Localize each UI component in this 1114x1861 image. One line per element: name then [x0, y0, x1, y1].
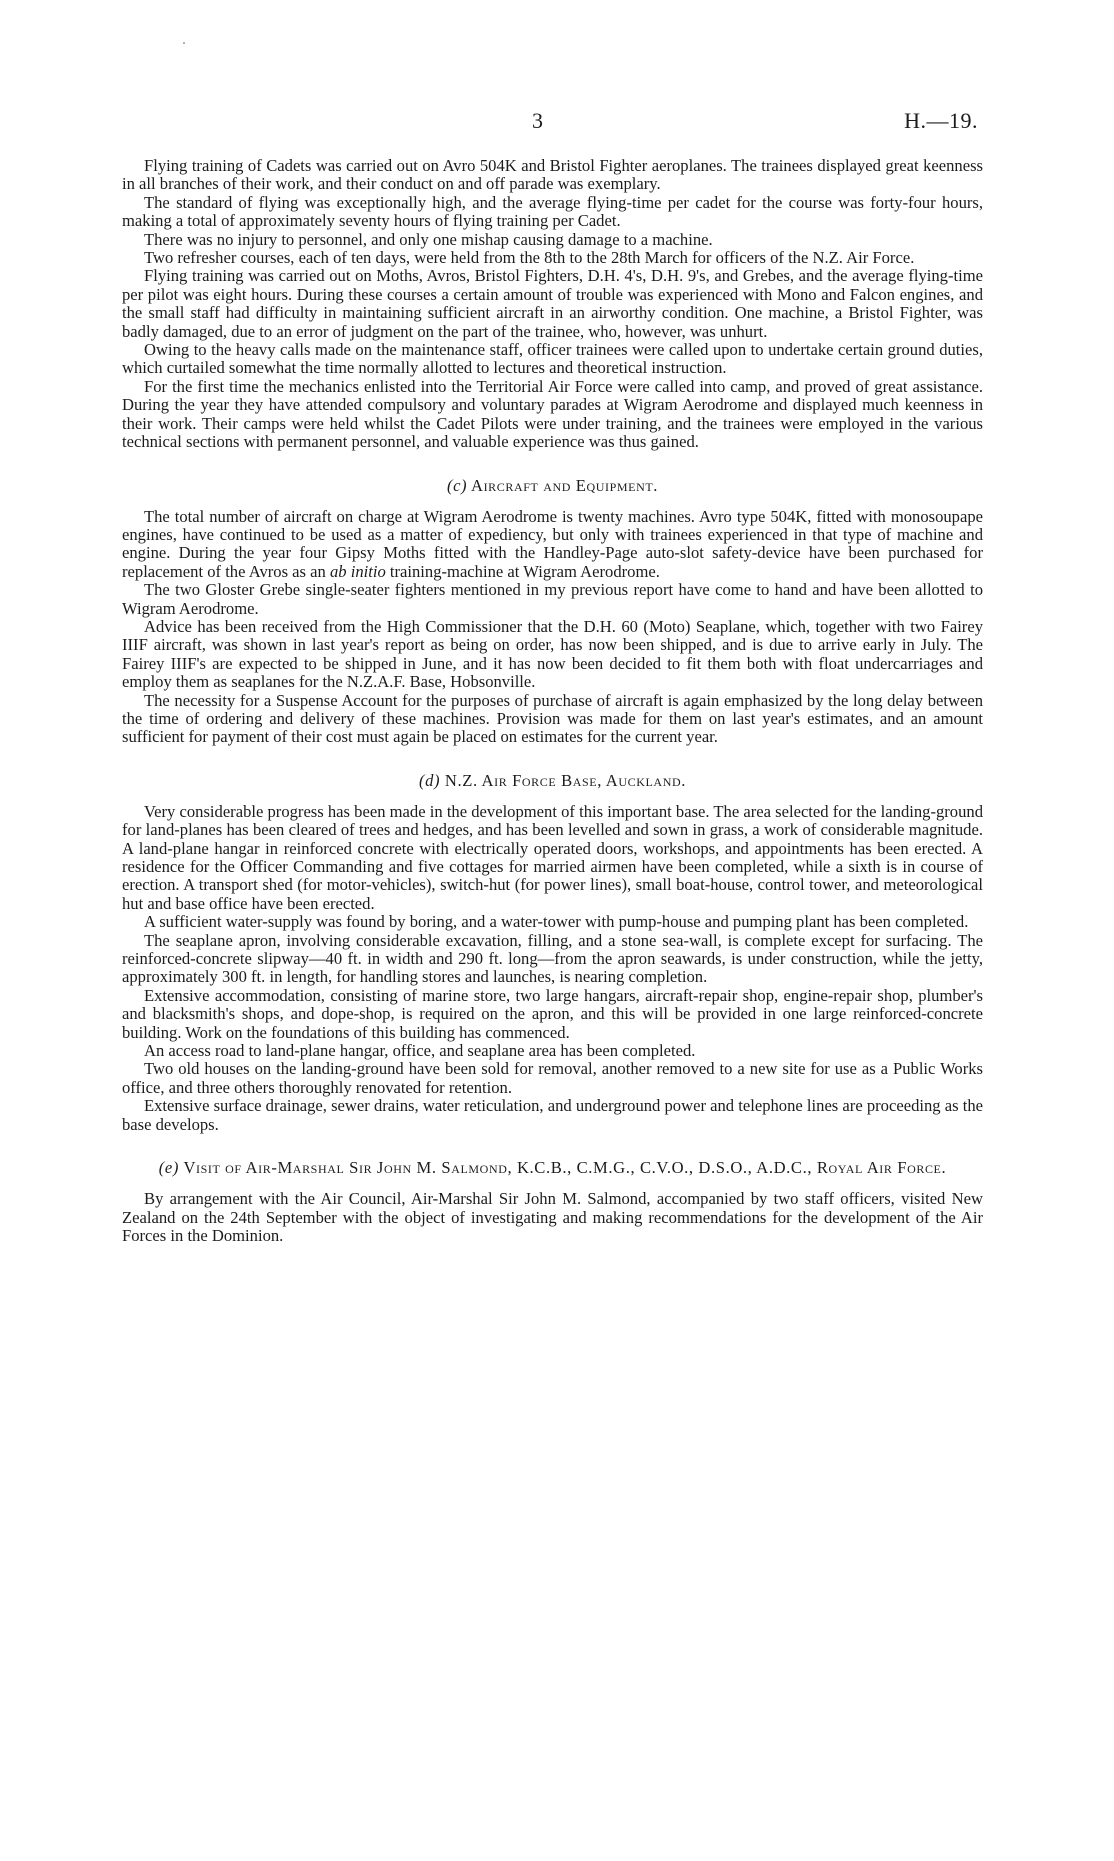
paragraph: There was no injury to personnel, and only one mishap causing damage to a machine.: [144, 229, 713, 249]
section-flying-training: [122, 157, 983, 452]
section-title: Visit of Air-Marshal Sir John M. Salmond, K.C.B., C.M.G., C.V.O., D.S.O., A.D.C., Royal Air Force.: [183, 1158, 947, 1178]
paragraph: For the first time the mechanics enlisted into the Territorial Air Force were called into camp, and proved of great assistance. During the year they have attended compulsory and voluntary parades at Wigram Aerodrome and displayed much keenness in their work. Their camps were held whilst the Cadet Pilots were under training, and the trainees were employed in the various technical sections with permanent personnel, and valuable experience was thus gained.: [122, 376, 983, 452]
paragraph-text: training-machine at Wigram Aerodrome.: [385, 561, 660, 581]
page-header: [0, 108, 1114, 138]
paragraph: Flying training was carried out on Moths, Avros, Bristol Fighters, D.H. 4's, D.H. 9's, and Grebes, and the average flying-time per pilot was eight hours. During these courses a certain amount of trouble was experienced with Mono and Falcon engines, and the small staff had difficulty in maintaining sufficient aircraft in an airworthy condition. One machine, a Bristol Fighter, was badly damaged, due to an error of judgment on the part of the trainee, who, however, was unhurt.: [122, 266, 983, 341]
paragraph: Extensive accommodation, consisting of marine store, two large hangars, aircraft-repair shop, engine-repair shop, plumber's and blacksmith's shops, and dope-shop, is required on the apron, and this will be provided in one large reinforced-concrete building. Work on the foundations of this building has commenced.: [122, 985, 983, 1042]
document-reference: H.—19.: [904, 108, 978, 133]
section-heading: [122, 476, 983, 496]
paragraph: Extensive surface drainage, sewer drains, water reticulation, and underground power and telephone lines are proceeding as the base develops.: [122, 1096, 983, 1134]
section-salmond-visit: [122, 1158, 983, 1245]
section-aircraft-equipment: [122, 476, 983, 747]
paragraph: The standard of flying was exceptionally high, and the average flying-time per cadet for the course was forty-four hours, making a total of approximately seventy hours of flying training per Cadet.: [122, 192, 983, 231]
section-heading: [122, 1158, 983, 1178]
paragraph: The two Gloster Grebe single-seater fighters mentioned in my previous report have come to hand and have been allotted to Wigram Aerodrome.: [122, 580, 983, 618]
paragraph: The seaplane apron, involving considerable excavation, filling, and a stone sea-wall, is complete except for surfacing. The reinforced-concrete slipway—40 ft. in width and 290 ft. long—from the apron seawards, is under construction, while the jetty, approximately 300 ft. in length, for handling stores and launches, is nearing completion.: [122, 930, 983, 987]
page-number: 3: [532, 108, 543, 133]
section-title: Aircraft and Equipment.: [471, 475, 659, 495]
body-text: [122, 157, 983, 1245]
paragraph: Two old houses on the landing-ground have been sold for removal, another removed to a new site for use as a Public Works office, and three others thoroughly renovated for retention.: [122, 1059, 983, 1097]
section-letter: (d): [419, 770, 441, 790]
paragraph: An access road to land-plane hangar, office, and seaplane area has been completed.: [144, 1041, 696, 1061]
paragraph: The necessity for a Suspense Account for the purposes of purchase of aircraft is again emphasized by the long delay between the time of ordering and delivery of these machines. Provision was made for them on last year's estimates, and an amount sufficient for payment of their cost must again be placed on estimates for the current year.: [122, 690, 983, 747]
paragraph: Advice has been received from the High Commissioner that the D.H. 60 (Moto) Seaplane, which, together with two Fairey IIIF aircraft, was shown in last year's report as being on order, has now been shipped, and is due to arrive early in July. The Fairey IIIF's are expected to be shipped in June, and it has now been decided to fit them both with float undercarriages and employ them as seaplanes for the N.Z.A.F. Base, Hobsonville.: [122, 616, 983, 692]
paragraph: Very considerable progress has been made in the development of this important base. The area selected for the landing-ground for land-planes has been cleared of trees and hedges, and has been levelled and sown in grass, a work of considerable magnitude. A land-plane hangar in reinforced concrete with electrically operated doors, workshops, and appointments has been erected. A residence for the Officer Commanding and five cottages for married airmen have been completed, while a sixth is in course of erection. A transport shed (for motor-vehicles), switch-hut (for power lines), small boat-house, control tower, and meteorological hut and base office have been erected.: [122, 801, 983, 913]
italic-phrase: ab initio: [329, 561, 386, 581]
section-heading: [122, 771, 983, 791]
paragraph-text: The total number of aircraft on charge at Wigram Aerodrome is twenty machines. Avro type 504K, fitted with monosoupape engines, have continued to be used as a matter of expediency, but only with trainees experienced in that type of machine and engine. During the year four Gipsy Moths fitted with the Handley-Page auto-slot safety-device have been purchased for replacement of the Avros as an: [122, 506, 983, 581]
section-letter: (c): [446, 475, 468, 495]
section-letter: (e): [158, 1158, 179, 1178]
paragraph: Flying training of Cadets was carried out on Avro 504K and Bristol Fighter aeroplanes. The trainees displayed great keenness in all branches of their work, and their conduct on and off parade was exemplary.: [122, 156, 983, 194]
paragraph: [122, 508, 983, 582]
paragraph: A sufficient water-supply was found by boring, and a water-tower with pump-house and pumping plant has been completed.: [144, 912, 969, 932]
scan-speck: [183, 42, 185, 44]
section-title: N.Z. Air Force Base, Auckland.: [444, 770, 686, 790]
paragraph: Owing to the heavy calls made on the maintenance staff, officer trainees were called upon to undertake certain ground duties, which curtailed somewhat the time normally allotted to lectures and theoretical instruction.: [122, 340, 983, 378]
paragraph: Two refresher courses, each of ten days, were held from the 8th to the 28th March for officers of the N.Z. Air Force.: [144, 248, 915, 268]
paragraph: By arrangement with the Air Council, Air-Marshal Sir John M. Salmond, accompanied by two staff officers, visited New Zealand on the 24th September with the object of investigating and making recommendations for the development of the Air Forces in the Dominion.: [122, 1189, 983, 1245]
section-air-force-base: [122, 771, 983, 1134]
